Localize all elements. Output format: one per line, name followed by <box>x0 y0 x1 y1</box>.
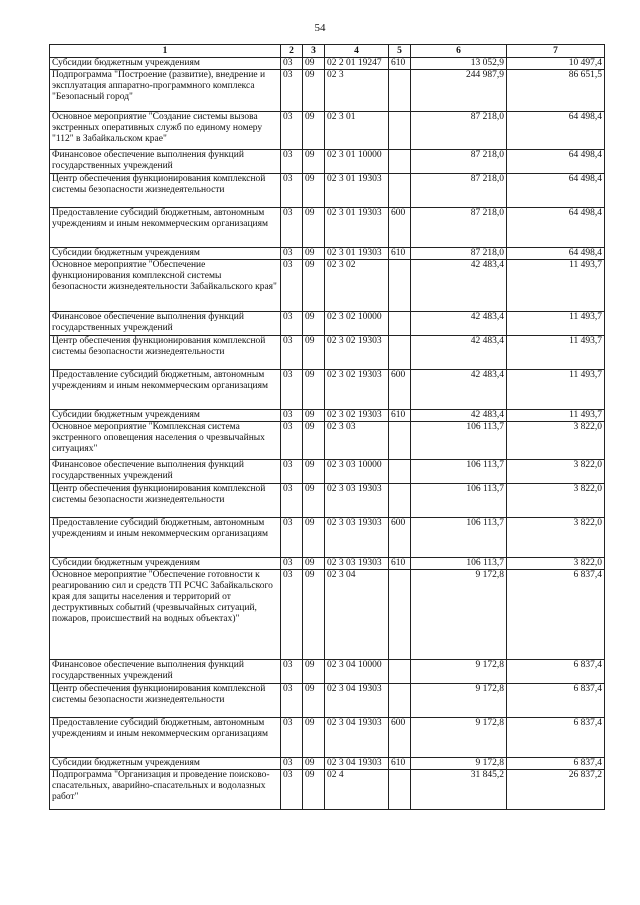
cell-c7: 3 822,0 <box>507 484 605 518</box>
table-row <box>50 460 605 484</box>
cell-c4: 02 3 02 19303 <box>325 336 389 370</box>
page-number: 54 <box>314 22 326 34</box>
cell-c5 <box>389 112 411 150</box>
cell-c6: 106 113,7 <box>411 460 507 484</box>
cell-c6: 9 172,8 <box>411 570 507 660</box>
cell-c6: 42 483,4 <box>411 370 507 410</box>
table-row <box>50 336 605 370</box>
cell-name: Основное мероприятие "Комплексная система экстренного оповещения населения о чрезвычайных ситуациях" <box>50 422 281 460</box>
table-row <box>50 422 605 460</box>
cell-c7: 10 497,4 <box>507 58 605 70</box>
cell-c5: 610 <box>389 558 411 570</box>
cell-c6: 87 218,0 <box>411 174 507 208</box>
cell-c6: 9 172,8 <box>411 758 507 770</box>
cell-c2: 03 <box>281 660 303 684</box>
table-row <box>50 150 605 174</box>
cell-c6: 106 113,7 <box>411 484 507 518</box>
cell-c7: 11 493,7 <box>507 312 605 336</box>
cell-c2: 03 <box>281 718 303 758</box>
cell-c2: 03 <box>281 558 303 570</box>
cell-c5 <box>389 336 411 370</box>
cell-c4: 02 3 04 <box>325 570 389 660</box>
cell-c6: 42 483,4 <box>411 336 507 370</box>
cell-c3: 09 <box>303 770 325 810</box>
cell-c7: 6 837,4 <box>507 660 605 684</box>
header-col-7: 7 <box>507 45 605 58</box>
cell-c2: 03 <box>281 112 303 150</box>
cell-c3: 09 <box>303 570 325 660</box>
cell-c5: 600 <box>389 208 411 248</box>
cell-c5 <box>389 684 411 718</box>
cell-c6: 87 218,0 <box>411 248 507 260</box>
cell-c2: 03 <box>281 150 303 174</box>
cell-name: Центр обеспечения функционирования комплексной системы безопасности жизнедеятельности <box>50 174 281 208</box>
cell-c7: 11 493,7 <box>507 410 605 422</box>
table-row <box>50 684 605 718</box>
table-row <box>50 410 605 422</box>
cell-c5: 610 <box>389 248 411 260</box>
cell-c5 <box>389 174 411 208</box>
cell-c3: 09 <box>303 150 325 174</box>
cell-c4: 02 3 01 <box>325 112 389 150</box>
cell-c4: 02 3 01 19303 <box>325 248 389 260</box>
cell-c6: 106 113,7 <box>411 518 507 558</box>
cell-c7: 64 498,4 <box>507 150 605 174</box>
cell-c2: 03 <box>281 518 303 558</box>
cell-c5 <box>389 770 411 810</box>
cell-c5 <box>389 260 411 312</box>
cell-c4: 02 3 02 19303 <box>325 410 389 422</box>
cell-c6: 9 172,8 <box>411 684 507 718</box>
cell-c7: 3 822,0 <box>507 518 605 558</box>
cell-c7: 11 493,7 <box>507 260 605 312</box>
cell-c2: 03 <box>281 758 303 770</box>
cell-c2: 03 <box>281 260 303 312</box>
cell-c4: 02 3 03 19303 <box>325 558 389 570</box>
cell-name: Подпрограмма "Построение (развитие), внедрение и эксплуатация аппаратно-программного комплекса "Безопасный город" <box>50 70 281 112</box>
cell-c5 <box>389 312 411 336</box>
cell-c4: 02 3 01 10000 <box>325 150 389 174</box>
cell-c4: 02 3 04 10000 <box>325 660 389 684</box>
cell-c3: 09 <box>303 558 325 570</box>
cell-c2: 03 <box>281 770 303 810</box>
cell-name: Предоставление субсидий бюджетным, автономным учреждениям и иным некоммерческим организациям <box>50 518 281 558</box>
cell-c3: 09 <box>303 260 325 312</box>
cell-name: Предоставление субсидий бюджетным, автономным учреждениям и иным некоммерческим организациям <box>50 208 281 248</box>
cell-c3: 09 <box>303 174 325 208</box>
cell-c5 <box>389 70 411 112</box>
cell-c4: 02 3 02 <box>325 260 389 312</box>
cell-c4: 02 3 04 19303 <box>325 684 389 718</box>
cell-c2: 03 <box>281 410 303 422</box>
cell-c5: 600 <box>389 370 411 410</box>
cell-name: Финансовое обеспечение выполнения функций государственных учреждений <box>50 460 281 484</box>
cell-c4: 02 3 02 10000 <box>325 312 389 336</box>
cell-c3: 09 <box>303 312 325 336</box>
header-col-3: 3 <box>303 45 325 58</box>
table-row <box>50 248 605 260</box>
cell-c3: 09 <box>303 484 325 518</box>
cell-c2: 03 <box>281 370 303 410</box>
cell-c6: 42 483,4 <box>411 410 507 422</box>
table-row <box>50 570 605 660</box>
cell-c3: 09 <box>303 758 325 770</box>
cell-name: Финансовое обеспечение выполнения функций государственных учреждений <box>50 150 281 174</box>
cell-c5: 600 <box>389 518 411 558</box>
cell-name: Основное мероприятие "Обеспечение готовности к реагированию сил и средств ТП РСЧС Забайкальского края для защиты населения и территорий от деструктивных событий (чрезвычайных ситуаций, пожаров, происшествий на водных объектах)" <box>50 570 281 660</box>
cell-name: Предоставление субсидий бюджетным, автономным учреждениям и иным некоммерческим организациям <box>50 718 281 758</box>
cell-c2: 03 <box>281 422 303 460</box>
cell-c7: 6 837,4 <box>507 570 605 660</box>
cell-c7: 64 498,4 <box>507 174 605 208</box>
cell-c3: 09 <box>303 70 325 112</box>
cell-c3: 09 <box>303 370 325 410</box>
cell-c6: 42 483,4 <box>411 260 507 312</box>
cell-c4: 02 4 <box>325 770 389 810</box>
cell-c3: 09 <box>303 336 325 370</box>
cell-c2: 03 <box>281 70 303 112</box>
table-row <box>50 112 605 150</box>
cell-name: Центр обеспечения функционирования комплексной системы безопасности жизнедеятельности <box>50 684 281 718</box>
cell-c5 <box>389 150 411 174</box>
cell-c3: 09 <box>303 208 325 248</box>
cell-c6: 9 172,8 <box>411 718 507 758</box>
cell-c7: 6 837,4 <box>507 684 605 718</box>
cell-c7: 64 498,4 <box>507 248 605 260</box>
cell-name: Субсидии бюджетным учреждениям <box>50 248 281 260</box>
cell-c4: 02 3 03 <box>325 422 389 460</box>
table-row <box>50 370 605 410</box>
cell-name: Финансовое обеспечение выполнения функций государственных учреждений <box>50 312 281 336</box>
header-col-1: 1 <box>50 45 281 58</box>
cell-c2: 03 <box>281 684 303 718</box>
cell-c3: 09 <box>303 422 325 460</box>
cell-c3: 09 <box>303 58 325 70</box>
table-row <box>50 718 605 758</box>
cell-c3: 09 <box>303 410 325 422</box>
cell-c4: 02 3 01 19303 <box>325 174 389 208</box>
cell-c2: 03 <box>281 312 303 336</box>
cell-c6: 9 172,8 <box>411 660 507 684</box>
cell-c6: 13 052,9 <box>411 58 507 70</box>
table-row <box>50 484 605 518</box>
cell-c7: 86 651,5 <box>507 70 605 112</box>
budget-table <box>49 44 605 810</box>
table-row <box>50 558 605 570</box>
cell-c2: 03 <box>281 336 303 370</box>
table-row <box>50 312 605 336</box>
cell-c6: 87 218,0 <box>411 112 507 150</box>
cell-c6: 106 113,7 <box>411 422 507 460</box>
cell-c6: 42 483,4 <box>411 312 507 336</box>
cell-c4: 02 3 03 19303 <box>325 484 389 518</box>
cell-c3: 09 <box>303 660 325 684</box>
table-row <box>50 770 605 810</box>
cell-c4: 02 3 03 19303 <box>325 518 389 558</box>
cell-c3: 09 <box>303 684 325 718</box>
table-row <box>50 758 605 770</box>
cell-name: Субсидии бюджетным учреждениям <box>50 558 281 570</box>
cell-c7: 11 493,7 <box>507 370 605 410</box>
cell-c6: 87 218,0 <box>411 208 507 248</box>
cell-c4: 02 3 04 19303 <box>325 758 389 770</box>
cell-c2: 03 <box>281 58 303 70</box>
cell-c5 <box>389 422 411 460</box>
cell-c3: 09 <box>303 460 325 484</box>
cell-c5: 610 <box>389 758 411 770</box>
cell-name: Центр обеспечения функционирования комплексной системы безопасности жизнедеятельности <box>50 336 281 370</box>
cell-c2: 03 <box>281 208 303 248</box>
table-row <box>50 660 605 684</box>
cell-c5 <box>389 570 411 660</box>
cell-c4: 02 3 01 19303 <box>325 208 389 248</box>
cell-c4: 02 2 01 19247 <box>325 58 389 70</box>
cell-c7: 26 837,2 <box>507 770 605 810</box>
cell-c7: 3 822,0 <box>507 460 605 484</box>
cell-c7: 64 498,4 <box>507 208 605 248</box>
cell-c7: 11 493,7 <box>507 336 605 370</box>
cell-name: Субсидии бюджетным учреждениям <box>50 758 281 770</box>
header-col-5: 5 <box>389 45 411 58</box>
cell-c7: 6 837,4 <box>507 718 605 758</box>
table-row <box>50 518 605 558</box>
cell-c2: 03 <box>281 174 303 208</box>
cell-c3: 09 <box>303 518 325 558</box>
cell-c5 <box>389 460 411 484</box>
cell-c4: 02 3 03 10000 <box>325 460 389 484</box>
cell-c6: 87 218,0 <box>411 150 507 174</box>
cell-c6: 244 987,9 <box>411 70 507 112</box>
cell-name: Центр обеспечения функционирования комплексной системы безопасности жизнедеятельности <box>50 484 281 518</box>
cell-c5: 610 <box>389 410 411 422</box>
header-col-4: 4 <box>325 45 389 58</box>
cell-c3: 09 <box>303 112 325 150</box>
table-row <box>50 260 605 312</box>
cell-c7: 64 498,4 <box>507 112 605 150</box>
cell-name: Основное мероприятие "Создание системы вызова экстренных оперативных служб по единому номеру "112" в Забайкальском крае" <box>50 112 281 150</box>
cell-c4: 02 3 <box>325 70 389 112</box>
table-row <box>50 70 605 112</box>
cell-c7: 3 822,0 <box>507 558 605 570</box>
cell-c5: 610 <box>389 58 411 70</box>
cell-c6: 106 113,7 <box>411 558 507 570</box>
cell-name: Подпрограмма "Организация и проведение поисково-спасательных, аварийно-спасательных и водолазных работ" <box>50 770 281 810</box>
cell-c7: 6 837,4 <box>507 758 605 770</box>
cell-c5: 600 <box>389 718 411 758</box>
cell-c2: 03 <box>281 570 303 660</box>
table-row <box>50 58 605 70</box>
cell-c7: 3 822,0 <box>507 422 605 460</box>
cell-c4: 02 3 04 19303 <box>325 718 389 758</box>
table-row <box>50 174 605 208</box>
cell-name: Финансовое обеспечение выполнения функций государственных учреждений <box>50 660 281 684</box>
cell-c4: 02 3 02 19303 <box>325 370 389 410</box>
header-row <box>50 45 605 58</box>
cell-c5 <box>389 484 411 518</box>
cell-name: Основное мероприятие "Обеспечение функционирования комплексной системы безопасности жизнедеятельности Забайкальского края" <box>50 260 281 312</box>
table-row <box>50 208 605 248</box>
cell-c2: 03 <box>281 248 303 260</box>
cell-c3: 09 <box>303 248 325 260</box>
cell-c3: 09 <box>303 718 325 758</box>
cell-c5 <box>389 660 411 684</box>
cell-name: Субсидии бюджетным учреждениям <box>50 58 281 70</box>
header-col-2: 2 <box>281 45 303 58</box>
cell-c2: 03 <box>281 484 303 518</box>
cell-c2: 03 <box>281 460 303 484</box>
cell-name: Субсидии бюджетным учреждениям <box>50 410 281 422</box>
header-col-6: 6 <box>411 45 507 58</box>
cell-name: Предоставление субсидий бюджетным, автономным учреждениям и иным некоммерческим организациям <box>50 370 281 410</box>
cell-c6: 31 845,2 <box>411 770 507 810</box>
